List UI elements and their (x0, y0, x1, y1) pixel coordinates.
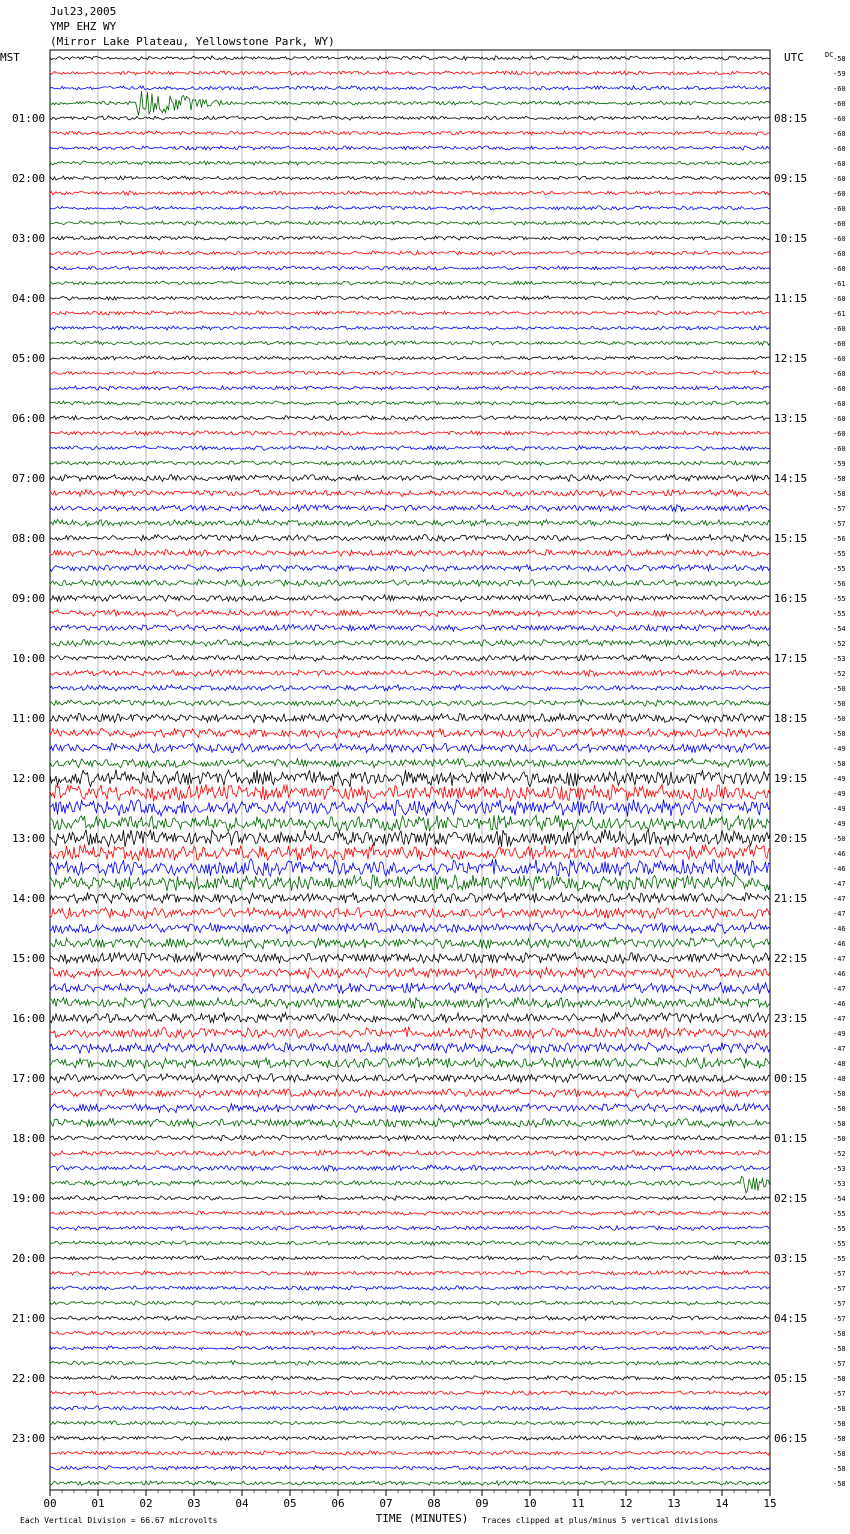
dc-offset-value: -57 (833, 1360, 846, 1368)
mst-hour-label: 03:00 (12, 232, 46, 245)
dc-offset-value: -50 (833, 760, 846, 768)
dc-offset-value: -46 (833, 1000, 846, 1008)
trace-line (50, 784, 770, 801)
x-tick-label: 14 (715, 1497, 729, 1510)
x-tick-label: 03 (187, 1497, 201, 1510)
trace-line (50, 71, 770, 75)
dc-offset-value: -58 (833, 1480, 846, 1488)
trace-line (50, 1346, 770, 1350)
dc-offset-value: -50 (833, 1135, 846, 1143)
trace-line (50, 475, 770, 482)
dc-offset-value: -60 (833, 325, 846, 333)
trace-line (50, 1391, 770, 1396)
x-tick-label: 09 (475, 1497, 489, 1510)
dc-offset-value: -60 (833, 355, 846, 363)
dc-offset-value: -48 (833, 1060, 846, 1068)
trace-line (50, 1436, 770, 1441)
trace-line (50, 1451, 770, 1455)
dc-offset-value: -46 (833, 925, 846, 933)
mst-hour-label: 01:00 (12, 112, 46, 125)
mst-hour-label: 21:00 (12, 1312, 46, 1325)
mst-hour-label: 22:00 (12, 1372, 46, 1385)
trace-line (50, 968, 770, 979)
dc-offset-value: -60 (833, 400, 846, 408)
trace-line (50, 1256, 770, 1260)
dc-offset-value: -52 (833, 640, 846, 648)
dc-offset-value: -58 (833, 1330, 846, 1338)
x-tick-label: 12 (619, 1497, 633, 1510)
trace-line (50, 565, 770, 572)
scale-note: Each Vertical Division = 66.67 microvolts (20, 1516, 218, 1525)
trace-line (50, 534, 770, 541)
trace-line (50, 1466, 770, 1471)
trace-line (50, 938, 770, 949)
x-tick-label: 01 (91, 1497, 105, 1510)
trace-line (50, 1481, 770, 1486)
dc-offset-value: -55 (833, 610, 846, 618)
trace-line (50, 580, 770, 587)
mst-hour-label: 08:00 (12, 532, 46, 545)
dc-offset-value: -54 (833, 625, 846, 633)
trace-line (50, 326, 770, 330)
dc-offset-value: -55 (833, 1210, 846, 1218)
dc-offset-value: -58 (833, 1420, 846, 1428)
dc-offset-value: -50 (833, 700, 846, 708)
mst-hour-label: 17:00 (12, 1072, 46, 1085)
clip-note: Traces clipped at plus/minus 5 vertical divisions (482, 1516, 719, 1525)
dc-offset-value: -56 (833, 535, 846, 543)
mst-hour-label: 16:00 (12, 1012, 46, 1025)
trace-line (50, 1316, 770, 1321)
dc-offset-value: -47 (833, 1045, 846, 1053)
dc-offset-value: -60 (833, 250, 846, 258)
dc-offset-value: -58 (833, 1375, 846, 1383)
utc-hour-label: 23:15 (774, 1012, 808, 1025)
dc-offset-value: -60 (833, 190, 846, 198)
dc-offset-value: -55 (833, 550, 846, 558)
dc-offset-value: -58 (833, 1435, 846, 1443)
mst-hour-label: 07:00 (12, 472, 46, 485)
header-date: Jul23,2005 (50, 5, 117, 18)
dc-label: DC (825, 51, 834, 59)
x-tick-label: 06 (331, 1497, 345, 1510)
dc-offset-value: -55 (833, 565, 846, 573)
dc-offset-value: -50 (833, 730, 846, 738)
dc-offset-value: -58 (833, 490, 846, 498)
trace-line (50, 251, 770, 255)
trace-line (50, 1361, 770, 1366)
trace-line (50, 191, 770, 195)
trace-line (50, 1301, 770, 1306)
trace-line (50, 640, 770, 647)
utc-hour-label: 06:15 (774, 1432, 808, 1445)
dc-offset-value: -60 (833, 160, 846, 168)
dc-offset-value: -57 (833, 1300, 846, 1308)
dc-offset-value: -60 (833, 370, 846, 378)
x-tick-label: 02 (139, 1497, 153, 1510)
dc-offset-value: -58 (833, 475, 846, 483)
trace-line (50, 1226, 770, 1231)
trace-line (50, 1058, 770, 1069)
trace-line (50, 1089, 770, 1098)
trace-line (50, 670, 770, 677)
dc-offset-value: -52 (833, 1150, 846, 1158)
mst-hour-label: 14:00 (12, 892, 46, 905)
trace-line (50, 1331, 770, 1336)
trace-line (50, 893, 770, 904)
trace-line (50, 800, 770, 817)
dc-offset-value: -59 (833, 460, 846, 468)
trace-line (50, 1196, 770, 1201)
trace-line (50, 431, 770, 436)
dc-offset-value: -49 (833, 745, 846, 753)
trace-line (50, 923, 770, 934)
dc-offset-value: -50 (833, 685, 846, 693)
trace-line (50, 56, 770, 60)
trace-line (50, 356, 770, 360)
dc-offset-value: -57 (833, 1315, 846, 1323)
dc-offset-value: -48 (833, 1075, 846, 1083)
dc-offset-value: -50 (833, 1105, 846, 1113)
utc-hour-label: 00:15 (774, 1072, 808, 1085)
utc-hour-label: 02:15 (774, 1192, 808, 1205)
dc-offset-value: -58 (833, 1405, 846, 1413)
dc-offset-value: -60 (833, 175, 846, 183)
trace-line (50, 416, 770, 421)
trace-line (50, 86, 770, 90)
dc-offset-value: -58 (833, 1345, 846, 1353)
trace-line (50, 815, 770, 832)
dc-offset-value: -57 (833, 1390, 846, 1398)
dc-offset-value: -47 (833, 955, 846, 963)
dc-offset-value: -50 (833, 1120, 846, 1128)
dc-offset-value: -49 (833, 790, 846, 798)
dc-offset-value: -53 (833, 1165, 846, 1173)
trace-line (50, 1012, 770, 1022)
left-axis-label: MST (0, 51, 20, 64)
dc-offset-value: -59 (833, 70, 846, 78)
dc-offset-value: -49 (833, 1030, 846, 1038)
trace-line (50, 221, 770, 225)
mst-hour-label: 12:00 (12, 772, 46, 785)
trace-line (50, 728, 770, 737)
trace-line (50, 490, 770, 497)
x-tick-label: 00 (43, 1497, 57, 1510)
utc-hour-label: 01:15 (774, 1132, 808, 1145)
trace-line (50, 131, 770, 135)
trace-line (50, 401, 770, 405)
header-location: (Mirror Lake Plateau, Yellowstone Park, WY) (50, 35, 335, 48)
dc-offset-value: -47 (833, 1015, 846, 1023)
trace-line (50, 625, 770, 632)
trace-line (50, 1271, 770, 1276)
trace-line (50, 844, 770, 860)
trace-line (50, 743, 770, 753)
trace-line (50, 266, 770, 270)
x-tick-label: 05 (283, 1497, 297, 1510)
trace-line (50, 1150, 770, 1156)
utc-hour-label: 14:15 (774, 472, 808, 485)
dc-offset-value: -50 (833, 835, 846, 843)
trace-line (50, 1406, 770, 1410)
trace-line (50, 176, 770, 180)
x-tick-label: 13 (667, 1497, 681, 1510)
dc-offset-value: -47 (833, 985, 846, 993)
dc-offset-value: -60 (833, 445, 846, 453)
x-tick-label: 07 (379, 1497, 393, 1510)
utc-hour-label: 16:15 (774, 592, 808, 605)
dc-offset-value: -60 (833, 220, 846, 228)
trace-line (50, 997, 770, 1008)
dc-offset-value: -47 (833, 910, 846, 918)
dc-offset-value: -58 (833, 1465, 846, 1473)
mst-hour-label: 11:00 (12, 712, 46, 725)
trace-line (50, 1119, 770, 1128)
dc-offset-value: -60 (833, 235, 846, 243)
dc-offset-value: -60 (833, 265, 846, 273)
dc-offset-value: -50 (833, 715, 846, 723)
mst-hour-label: 04:00 (12, 292, 46, 305)
mst-hour-label: 18:00 (12, 1132, 46, 1145)
x-axis-label: TIME (MINUTES) (375, 1512, 469, 1525)
trace-line (50, 1421, 770, 1426)
trace-line (50, 1176, 770, 1193)
trace-line (50, 700, 770, 707)
utc-hour-label: 15:15 (774, 532, 808, 545)
trace-line (50, 1043, 770, 1054)
dc-offset-value: -52 (833, 670, 846, 678)
dc-offset-value: -60 (833, 340, 846, 348)
x-tick-label: 11 (571, 1497, 585, 1510)
trace-line (50, 281, 770, 285)
utc-hour-label: 21:15 (774, 892, 808, 905)
plot-frame (50, 50, 770, 1490)
dc-offset-value: -46 (833, 940, 846, 948)
trace-line (50, 1104, 770, 1113)
dc-offset-value: -57 (833, 505, 846, 513)
trace-line (50, 908, 770, 919)
trace-line (50, 595, 770, 602)
utc-hour-label: 03:15 (774, 1252, 808, 1265)
dc-offset-value: -50 (833, 1090, 846, 1098)
dc-offset-value: -60 (833, 385, 846, 393)
dc-offset-value: -47 (833, 880, 846, 888)
trace-line (50, 875, 770, 892)
mst-hour-label: 13:00 (12, 832, 46, 845)
dc-offset-value: -46 (833, 970, 846, 978)
trace-line (50, 1074, 770, 1083)
dc-offset-value: -60 (833, 115, 846, 123)
trace-line (50, 311, 770, 315)
dc-offset-value: -55 (833, 595, 846, 603)
mst-hour-label: 05:00 (12, 352, 46, 365)
dc-offset-value: -57 (833, 1270, 846, 1278)
trace-line (50, 1211, 770, 1215)
dc-offset-value: -56 (833, 580, 846, 588)
trace-line (50, 236, 770, 240)
trace-line (50, 1286, 770, 1290)
utc-hour-label: 20:15 (774, 832, 808, 845)
x-tick-label: 10 (523, 1497, 537, 1510)
trace-line (50, 371, 770, 375)
trace-line (50, 758, 770, 767)
trace-line (50, 983, 770, 994)
dc-offset-value: -57 (833, 520, 846, 528)
trace-line (50, 610, 770, 617)
mst-hour-label: 02:00 (12, 172, 46, 185)
dc-offset-value: -53 (833, 655, 846, 663)
dc-offset-value: -60 (833, 130, 846, 138)
mst-hour-label: 15:00 (12, 952, 46, 965)
mst-hour-label: 23:00 (12, 1432, 46, 1445)
x-tick-label: 04 (235, 1497, 249, 1510)
dc-offset-value: -49 (833, 805, 846, 813)
mst-hour-label: 06:00 (12, 412, 46, 425)
dc-offset-value: -58 (833, 55, 846, 63)
utc-hour-label: 11:15 (774, 292, 808, 305)
trace-line (50, 341, 770, 345)
utc-hour-label: 18:15 (774, 712, 808, 725)
dc-offset-value: -47 (833, 895, 846, 903)
dc-offset-value: -60 (833, 205, 846, 213)
trace-line (50, 161, 770, 165)
trace-line (50, 829, 770, 847)
right-axis-label: UTC (784, 51, 804, 64)
trace-line (50, 386, 770, 390)
dc-offset-value: -46 (833, 865, 846, 873)
utc-hour-label: 22:15 (774, 952, 808, 965)
x-tick-label: 08 (427, 1497, 441, 1510)
trace-line (50, 1027, 770, 1039)
dc-offset-value: -58 (833, 1450, 846, 1458)
trace-line (50, 206, 770, 210)
dc-offset-value: -55 (833, 1255, 846, 1263)
trace-line (50, 1135, 770, 1141)
trace-line (50, 550, 770, 557)
mst-hour-label: 20:00 (12, 1252, 46, 1265)
x-tick-label: 15 (763, 1497, 777, 1510)
trace-line (50, 296, 770, 300)
dc-offset-value: -60 (833, 145, 846, 153)
mst-hour-label: 10:00 (12, 652, 46, 665)
utc-hour-label: 12:15 (774, 352, 808, 365)
dc-offset-value: -61 (833, 280, 846, 288)
mst-hour-label: 19:00 (12, 1192, 46, 1205)
utc-hour-label: 08:15 (774, 112, 808, 125)
utc-hour-label: 04:15 (774, 1312, 808, 1325)
trace-line (50, 952, 770, 963)
trace-line (50, 685, 770, 691)
utc-hour-label: 13:15 (774, 412, 808, 425)
dc-offset-value: -60 (833, 430, 846, 438)
trace-line (50, 1241, 770, 1245)
utc-hour-label: 09:15 (774, 172, 808, 185)
trace-line (50, 91, 770, 115)
dc-offset-value: -60 (833, 415, 846, 423)
trace-line (50, 655, 770, 661)
dc-offset-value: -60 (833, 100, 846, 108)
trace-line (50, 461, 770, 466)
dc-offset-value: -46 (833, 850, 846, 858)
dc-offset-value: -53 (833, 1180, 846, 1188)
dc-offset-value: -49 (833, 820, 846, 828)
dc-offset-value: -60 (833, 295, 846, 303)
dc-offset-value: -55 (833, 1240, 846, 1248)
dc-offset-value: -49 (833, 775, 846, 783)
utc-hour-label: 05:15 (774, 1372, 808, 1385)
dc-offset-value: -54 (833, 1195, 846, 1203)
utc-hour-label: 17:15 (774, 652, 808, 665)
header-station: YMP EHZ WY (50, 20, 117, 33)
trace-line (50, 1165, 770, 1171)
utc-hour-label: 19:15 (774, 772, 808, 785)
trace-line (50, 520, 770, 527)
mst-hour-label: 09:00 (12, 592, 46, 605)
dc-offset-value: -60 (833, 85, 846, 93)
utc-hour-label: 10:15 (774, 232, 808, 245)
trace-line (50, 446, 770, 451)
dc-offset-value: -55 (833, 1225, 846, 1233)
dc-offset-value: -61 (833, 310, 846, 318)
trace-line (50, 859, 770, 877)
trace-line (50, 116, 770, 120)
trace-line (50, 505, 770, 512)
trace-line (50, 146, 770, 150)
trace-line (50, 713, 770, 722)
trace-line (50, 1376, 770, 1380)
dc-offset-value: -57 (833, 1285, 846, 1293)
